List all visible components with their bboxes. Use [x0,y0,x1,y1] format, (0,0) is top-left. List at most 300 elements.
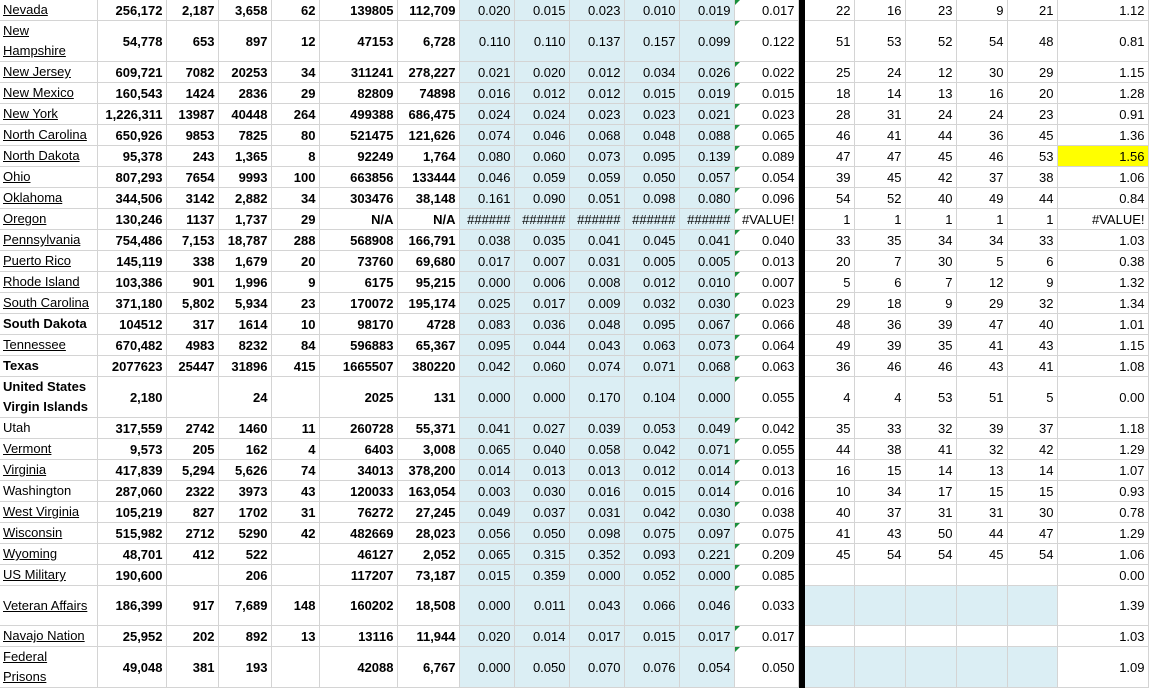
value-cell[interactable]: 162 [218,439,271,460]
rank-cell[interactable]: 53 [905,377,956,418]
value-cell[interactable]: 243 [166,146,218,167]
value-cell[interactable]: 80 [271,125,319,146]
rank-cell[interactable]: 20 [804,251,854,272]
state-name-cell[interactable] [0,230,97,251]
rate-cell[interactable]: 0.013 [569,460,624,481]
score-cell[interactable]: 1.08 [1057,356,1148,377]
value-cell[interactable]: 2836 [218,83,271,104]
value-cell[interactable]: 25447 [166,356,218,377]
rate-cell[interactable]: 0.170 [569,377,624,418]
state-name-cell[interactable] [0,209,97,230]
rank-cell[interactable]: 5 [956,251,1007,272]
rank-cell[interactable]: 28 [804,104,854,125]
rate-cell[interactable]: 0.005 [624,251,679,272]
value-cell[interactable]: 28,023 [397,523,459,544]
average-cell[interactable]: 0.023 [734,293,798,314]
state-name-cell[interactable] [0,83,97,104]
value-cell[interactable]: 82809 [319,83,397,104]
rate-cell[interactable]: 0.030 [514,481,569,502]
rate-cell[interactable]: 0.030 [679,502,734,523]
rank-cell[interactable] [854,565,905,586]
rate-cell[interactable]: 0.031 [569,502,624,523]
rate-cell[interactable]: 0.051 [569,188,624,209]
value-cell[interactable]: 9993 [218,167,271,188]
rank-cell[interactable]: 39 [854,335,905,356]
rate-cell[interactable]: 0.110 [459,21,514,62]
score-cell[interactable]: 1.06 [1057,167,1148,188]
rank-cell[interactable]: 43 [956,356,1007,377]
value-cell[interactable]: 9853 [166,125,218,146]
rate-cell[interactable]: 0.065 [459,544,514,565]
rank-cell[interactable]: 36 [804,356,854,377]
rank-cell[interactable]: 1 [804,209,854,230]
rank-cell[interactable] [854,626,905,647]
value-cell[interactable] [271,544,319,565]
rank-cell[interactable]: 44 [1007,188,1057,209]
score-cell[interactable]: 0.93 [1057,481,1148,502]
value-cell[interactable]: 47153 [319,21,397,62]
rank-cell[interactable]: 5 [804,272,854,293]
rank-cell[interactable]: 32 [956,439,1007,460]
average-cell[interactable]: 0.085 [734,565,798,586]
rank-cell[interactable]: 41 [1007,356,1057,377]
rate-cell[interactable]: ###### [624,209,679,230]
rate-cell[interactable]: 0.017 [459,251,514,272]
rate-cell[interactable]: 0.008 [569,272,624,293]
rate-cell[interactable]: 0.056 [459,523,514,544]
rate-cell[interactable]: 0.020 [514,62,569,83]
rate-cell[interactable]: 0.042 [624,439,679,460]
rate-cell[interactable]: 0.032 [624,293,679,314]
average-cell[interactable]: 0.055 [734,439,798,460]
value-cell[interactable]: 380220 [397,356,459,377]
state-name-cell[interactable] [0,460,97,481]
rate-cell[interactable]: 0.045 [624,230,679,251]
value-cell[interactable]: 670,482 [97,335,166,356]
rate-cell[interactable]: 0.041 [569,230,624,251]
value-cell[interactable]: 20 [271,251,319,272]
rate-cell[interactable]: 0.017 [514,293,569,314]
rank-cell[interactable] [804,586,854,626]
value-cell[interactable]: 754,486 [97,230,166,251]
value-cell[interactable]: 264 [271,104,319,125]
rank-cell[interactable]: 24 [905,104,956,125]
state-name-cell[interactable] [0,418,97,439]
rank-cell[interactable] [1007,647,1057,688]
value-cell[interactable]: 55,371 [397,418,459,439]
rank-cell[interactable]: 49 [804,335,854,356]
rate-cell[interactable]: 0.049 [679,418,734,439]
rank-cell[interactable] [956,586,1007,626]
rate-cell[interactable]: 0.034 [624,62,679,83]
rank-cell[interactable]: 54 [956,21,1007,62]
rank-cell[interactable]: 47 [956,314,1007,335]
score-cell[interactable]: 1.09 [1057,647,1148,688]
rate-cell[interactable]: 0.080 [679,188,734,209]
rate-cell[interactable]: 0.019 [679,83,734,104]
value-cell[interactable]: 2,882 [218,188,271,209]
value-cell[interactable]: 48,701 [97,544,166,565]
rank-cell[interactable]: 4 [854,377,905,418]
rank-cell[interactable]: 49 [956,188,1007,209]
rank-cell[interactable]: 39 [804,167,854,188]
state-name-cell[interactable] [0,626,97,647]
rank-cell[interactable]: 45 [956,544,1007,565]
state-name-cell[interactable] [0,62,97,83]
value-cell[interactable]: 344,506 [97,188,166,209]
value-cell[interactable]: 311241 [319,62,397,83]
rate-cell[interactable]: 0.046 [514,125,569,146]
average-cell[interactable]: 0.064 [734,335,798,356]
value-cell[interactable]: 160,543 [97,83,166,104]
value-cell[interactable]: 13987 [166,104,218,125]
average-cell[interactable]: 0.040 [734,230,798,251]
value-cell[interactable]: N/A [319,209,397,230]
value-cell[interactable]: 130,246 [97,209,166,230]
value-cell[interactable]: 31 [271,502,319,523]
rate-cell[interactable]: 0.088 [679,125,734,146]
value-cell[interactable]: 1,226,311 [97,104,166,125]
score-cell[interactable]: 0.00 [1057,565,1148,586]
value-cell[interactable]: 54,778 [97,21,166,62]
rate-cell[interactable]: 0.046 [679,586,734,626]
rate-cell[interactable]: 0.025 [459,293,514,314]
score-cell[interactable]: 1.01 [1057,314,1148,335]
average-cell[interactable]: 0.015 [734,83,798,104]
rank-cell[interactable] [1007,626,1057,647]
rank-cell[interactable]: 38 [854,439,905,460]
average-cell[interactable]: 0.033 [734,586,798,626]
rate-cell[interactable]: 0.015 [624,83,679,104]
rate-cell[interactable]: 0.052 [624,565,679,586]
value-cell[interactable]: 2,180 [97,377,166,418]
rate-cell[interactable]: 0.044 [514,335,569,356]
value-cell[interactable]: 499388 [319,104,397,125]
average-cell[interactable]: 0.089 [734,146,798,167]
rank-cell[interactable]: 53 [854,21,905,62]
rate-cell[interactable]: 0.000 [459,647,514,688]
value-cell[interactable]: 7825 [218,125,271,146]
rate-cell[interactable]: 0.000 [679,377,734,418]
rank-cell[interactable]: 14 [1007,460,1057,481]
rate-cell[interactable]: 0.073 [679,335,734,356]
value-cell[interactable]: 84 [271,335,319,356]
rate-cell[interactable]: 0.046 [459,167,514,188]
rate-cell[interactable]: 0.020 [459,626,514,647]
value-cell[interactable]: 31896 [218,356,271,377]
rank-cell[interactable]: 33 [1007,230,1057,251]
value-cell[interactable]: 73,187 [397,565,459,586]
score-cell[interactable]: 1.18 [1057,418,1148,439]
rank-cell[interactable]: 40 [905,188,956,209]
value-cell[interactable]: 650,926 [97,125,166,146]
rate-cell[interactable]: 0.066 [624,586,679,626]
rank-cell[interactable]: 31 [854,104,905,125]
rate-cell[interactable]: 0.030 [679,293,734,314]
value-cell[interactable]: 43 [271,481,319,502]
rate-cell[interactable]: 0.104 [624,377,679,418]
rank-cell[interactable] [905,586,956,626]
rate-cell[interactable]: 0.043 [569,586,624,626]
value-cell[interactable]: 256,172 [97,0,166,21]
score-cell[interactable]: 1.34 [1057,293,1148,314]
rate-cell[interactable]: 0.013 [514,460,569,481]
average-cell[interactable]: 0.038 [734,502,798,523]
rank-cell[interactable]: 48 [1007,21,1057,62]
value-cell[interactable]: 6175 [319,272,397,293]
rate-cell[interactable]: 0.053 [624,418,679,439]
rate-cell[interactable]: 0.075 [624,523,679,544]
rate-cell[interactable]: 0.012 [569,62,624,83]
rate-cell[interactable]: 0.067 [679,314,734,335]
rank-cell[interactable]: 31 [956,502,1007,523]
rank-cell[interactable]: 12 [956,272,1007,293]
rank-cell[interactable]: 41 [905,439,956,460]
score-cell[interactable]: 1.29 [1057,439,1148,460]
value-cell[interactable]: 317 [166,314,218,335]
value-cell[interactable]: 195,174 [397,293,459,314]
rank-cell[interactable]: 14 [854,83,905,104]
rank-cell[interactable]: 54 [905,544,956,565]
average-cell[interactable]: 0.017 [734,626,798,647]
rank-cell[interactable]: 36 [854,314,905,335]
rank-cell[interactable]: 50 [905,523,956,544]
value-cell[interactable]: 29 [271,209,319,230]
value-cell[interactable]: 206 [218,565,271,586]
rate-cell[interactable]: 0.024 [514,104,569,125]
value-cell[interactable]: 378,200 [397,460,459,481]
rank-cell[interactable]: 15 [1007,481,1057,502]
rank-cell[interactable]: 34 [854,481,905,502]
rank-cell[interactable]: 47 [854,146,905,167]
rate-cell[interactable]: 0.023 [569,104,624,125]
rate-cell[interactable]: ###### [514,209,569,230]
state-name-cell[interactable] [0,251,97,272]
value-cell[interactable]: 2322 [166,481,218,502]
rank-cell[interactable]: 1 [854,209,905,230]
value-cell[interactable]: 100 [271,167,319,188]
rate-cell[interactable]: 0.021 [459,62,514,83]
state-name-cell[interactable] [0,523,97,544]
value-cell[interactable]: 1,365 [218,146,271,167]
rate-cell[interactable]: 0.095 [624,146,679,167]
average-cell[interactable]: 0.016 [734,481,798,502]
value-cell[interactable]: 371,180 [97,293,166,314]
rate-cell[interactable]: 0.080 [459,146,514,167]
rate-cell[interactable]: 0.352 [569,544,624,565]
rank-cell[interactable]: 6 [1007,251,1057,272]
score-cell[interactable]: 1.28 [1057,83,1148,104]
average-cell[interactable]: 0.066 [734,314,798,335]
value-cell[interactable]: 20253 [218,62,271,83]
value-cell[interactable]: 415 [271,356,319,377]
value-cell[interactable]: 1424 [166,83,218,104]
rate-cell[interactable]: 0.014 [679,460,734,481]
value-cell[interactable]: 92249 [319,146,397,167]
rate-cell[interactable]: 0.070 [569,647,624,688]
state-name-cell[interactable] [0,188,97,209]
rate-cell[interactable]: 0.099 [679,21,734,62]
value-cell[interactable]: 521475 [319,125,397,146]
rank-cell[interactable]: 9 [1007,272,1057,293]
rank-cell[interactable]: 45 [1007,125,1057,146]
value-cell[interactable]: 1,764 [397,146,459,167]
rank-cell[interactable]: 41 [956,335,1007,356]
rank-cell[interactable]: 54 [1007,544,1057,565]
rank-cell[interactable]: 51 [804,21,854,62]
value-cell[interactable]: 69,680 [397,251,459,272]
value-cell[interactable]: 8232 [218,335,271,356]
rank-cell[interactable]: 24 [854,62,905,83]
rate-cell[interactable]: 0.007 [514,251,569,272]
state-name-cell[interactable] [0,125,97,146]
rate-cell[interactable]: 0.041 [459,418,514,439]
rate-cell[interactable]: 0.065 [459,439,514,460]
value-cell[interactable]: 202 [166,626,218,647]
rank-cell[interactable]: 29 [956,293,1007,314]
score-cell[interactable]: 0.00 [1057,377,1148,418]
rate-cell[interactable]: 0.015 [459,565,514,586]
value-cell[interactable]: 1614 [218,314,271,335]
value-cell[interactable]: 7,689 [218,586,271,626]
rank-cell[interactable]: 39 [956,418,1007,439]
rank-cell[interactable] [956,647,1007,688]
value-cell[interactable]: 160202 [319,586,397,626]
rank-cell[interactable]: 32 [1007,293,1057,314]
average-cell[interactable]: 0.122 [734,21,798,62]
rate-cell[interactable]: 0.097 [679,523,734,544]
rate-cell[interactable]: 0.000 [679,565,734,586]
state-name-cell[interactable] [0,481,97,502]
rank-cell[interactable]: 33 [854,418,905,439]
value-cell[interactable]: 205 [166,439,218,460]
value-cell[interactable]: 10 [271,314,319,335]
value-cell[interactable]: 170072 [319,293,397,314]
value-cell[interactable]: 2712 [166,523,218,544]
rate-cell[interactable]: 0.003 [459,481,514,502]
value-cell[interactable]: 73760 [319,251,397,272]
rank-cell[interactable] [905,626,956,647]
value-cell[interactable]: 117207 [319,565,397,586]
rate-cell[interactable]: 0.012 [624,272,679,293]
score-cell[interactable]: 1.32 [1057,272,1148,293]
rank-cell[interactable]: 44 [956,523,1007,544]
rate-cell[interactable]: 0.093 [624,544,679,565]
value-cell[interactable]: 23 [271,293,319,314]
rate-cell[interactable]: 0.016 [569,481,624,502]
rate-cell[interactable]: 0.012 [624,460,679,481]
rate-cell[interactable]: 0.054 [679,647,734,688]
rank-cell[interactable]: 23 [905,0,956,21]
value-cell[interactable]: 34 [271,188,319,209]
state-name-cell[interactable] [0,272,97,293]
value-cell[interactable]: 112,709 [397,0,459,21]
value-cell[interactable]: 3,658 [218,0,271,21]
value-cell[interactable] [166,377,218,418]
rate-cell[interactable]: 0.043 [569,335,624,356]
rank-cell[interactable]: 43 [854,523,905,544]
rate-cell[interactable]: 0.042 [624,502,679,523]
rate-cell[interactable]: 0.023 [624,104,679,125]
value-cell[interactable]: 901 [166,272,218,293]
rank-cell[interactable]: 51 [956,377,1007,418]
rate-cell[interactable]: 0.050 [514,647,569,688]
rate-cell[interactable]: 0.010 [679,272,734,293]
rate-cell[interactable]: 0.071 [679,439,734,460]
value-cell[interactable]: 1,996 [218,272,271,293]
rate-cell[interactable]: 0.009 [569,293,624,314]
rank-cell[interactable]: 1 [905,209,956,230]
rate-cell[interactable]: 0.026 [679,62,734,83]
rate-cell[interactable]: 0.038 [459,230,514,251]
state-name-cell[interactable] [0,565,97,586]
average-cell[interactable]: 0.075 [734,523,798,544]
value-cell[interactable]: 38,148 [397,188,459,209]
state-name-cell[interactable] [0,586,97,626]
value-cell[interactable]: 338 [166,251,218,272]
rank-cell[interactable]: 40 [1007,314,1057,335]
rank-cell[interactable]: 39 [905,314,956,335]
rank-cell[interactable]: 34 [956,230,1007,251]
rate-cell[interactable]: 0.015 [624,481,679,502]
value-cell[interactable]: 5,934 [218,293,271,314]
state-name-cell[interactable] [0,544,97,565]
state-name-cell[interactable] [0,314,97,335]
state-name-cell[interactable] [0,502,97,523]
value-cell[interactable]: 568908 [319,230,397,251]
rank-cell[interactable] [804,565,854,586]
value-cell[interactable]: 145,119 [97,251,166,272]
value-cell[interactable]: 74 [271,460,319,481]
value-cell[interactable] [271,565,319,586]
rank-cell[interactable]: 54 [854,544,905,565]
value-cell[interactable]: 663856 [319,167,397,188]
value-cell[interactable]: 1,679 [218,251,271,272]
average-cell[interactable]: 0.055 [734,377,798,418]
value-cell[interactable]: 42 [271,523,319,544]
value-cell[interactable]: 40448 [218,104,271,125]
value-cell[interactable]: 2077623 [97,356,166,377]
value-cell[interactable]: 34013 [319,460,397,481]
score-cell[interactable]: 1.36 [1057,125,1148,146]
rate-cell[interactable]: 0.095 [459,335,514,356]
rank-cell[interactable]: 43 [1007,335,1057,356]
value-cell[interactable]: 6,767 [397,647,459,688]
rank-cell[interactable]: 52 [905,21,956,62]
score-cell[interactable]: 1.15 [1057,62,1148,83]
rate-cell[interactable]: 0.049 [459,502,514,523]
value-cell[interactable]: 5,626 [218,460,271,481]
score-cell[interactable]: 1.12 [1057,0,1148,21]
value-cell[interactable]: 166,791 [397,230,459,251]
rate-cell[interactable]: 0.023 [569,0,624,21]
rank-cell[interactable]: 47 [804,146,854,167]
rate-cell[interactable]: 0.014 [679,481,734,502]
rank-cell[interactable]: 4 [804,377,854,418]
score-cell[interactable]: 0.38 [1057,251,1148,272]
value-cell[interactable]: 2,052 [397,544,459,565]
state-name-cell[interactable] [0,21,97,62]
rate-cell[interactable]: 0.042 [459,356,514,377]
rate-cell[interactable]: 0.068 [569,125,624,146]
value-cell[interactable]: 74898 [397,83,459,104]
rate-cell[interactable]: 0.040 [514,439,569,460]
rank-cell[interactable]: 45 [905,146,956,167]
score-cell[interactable]: 1.29 [1057,523,1148,544]
rate-cell[interactable]: 0.060 [514,356,569,377]
value-cell[interactable] [166,565,218,586]
state-name-cell[interactable] [0,0,97,21]
